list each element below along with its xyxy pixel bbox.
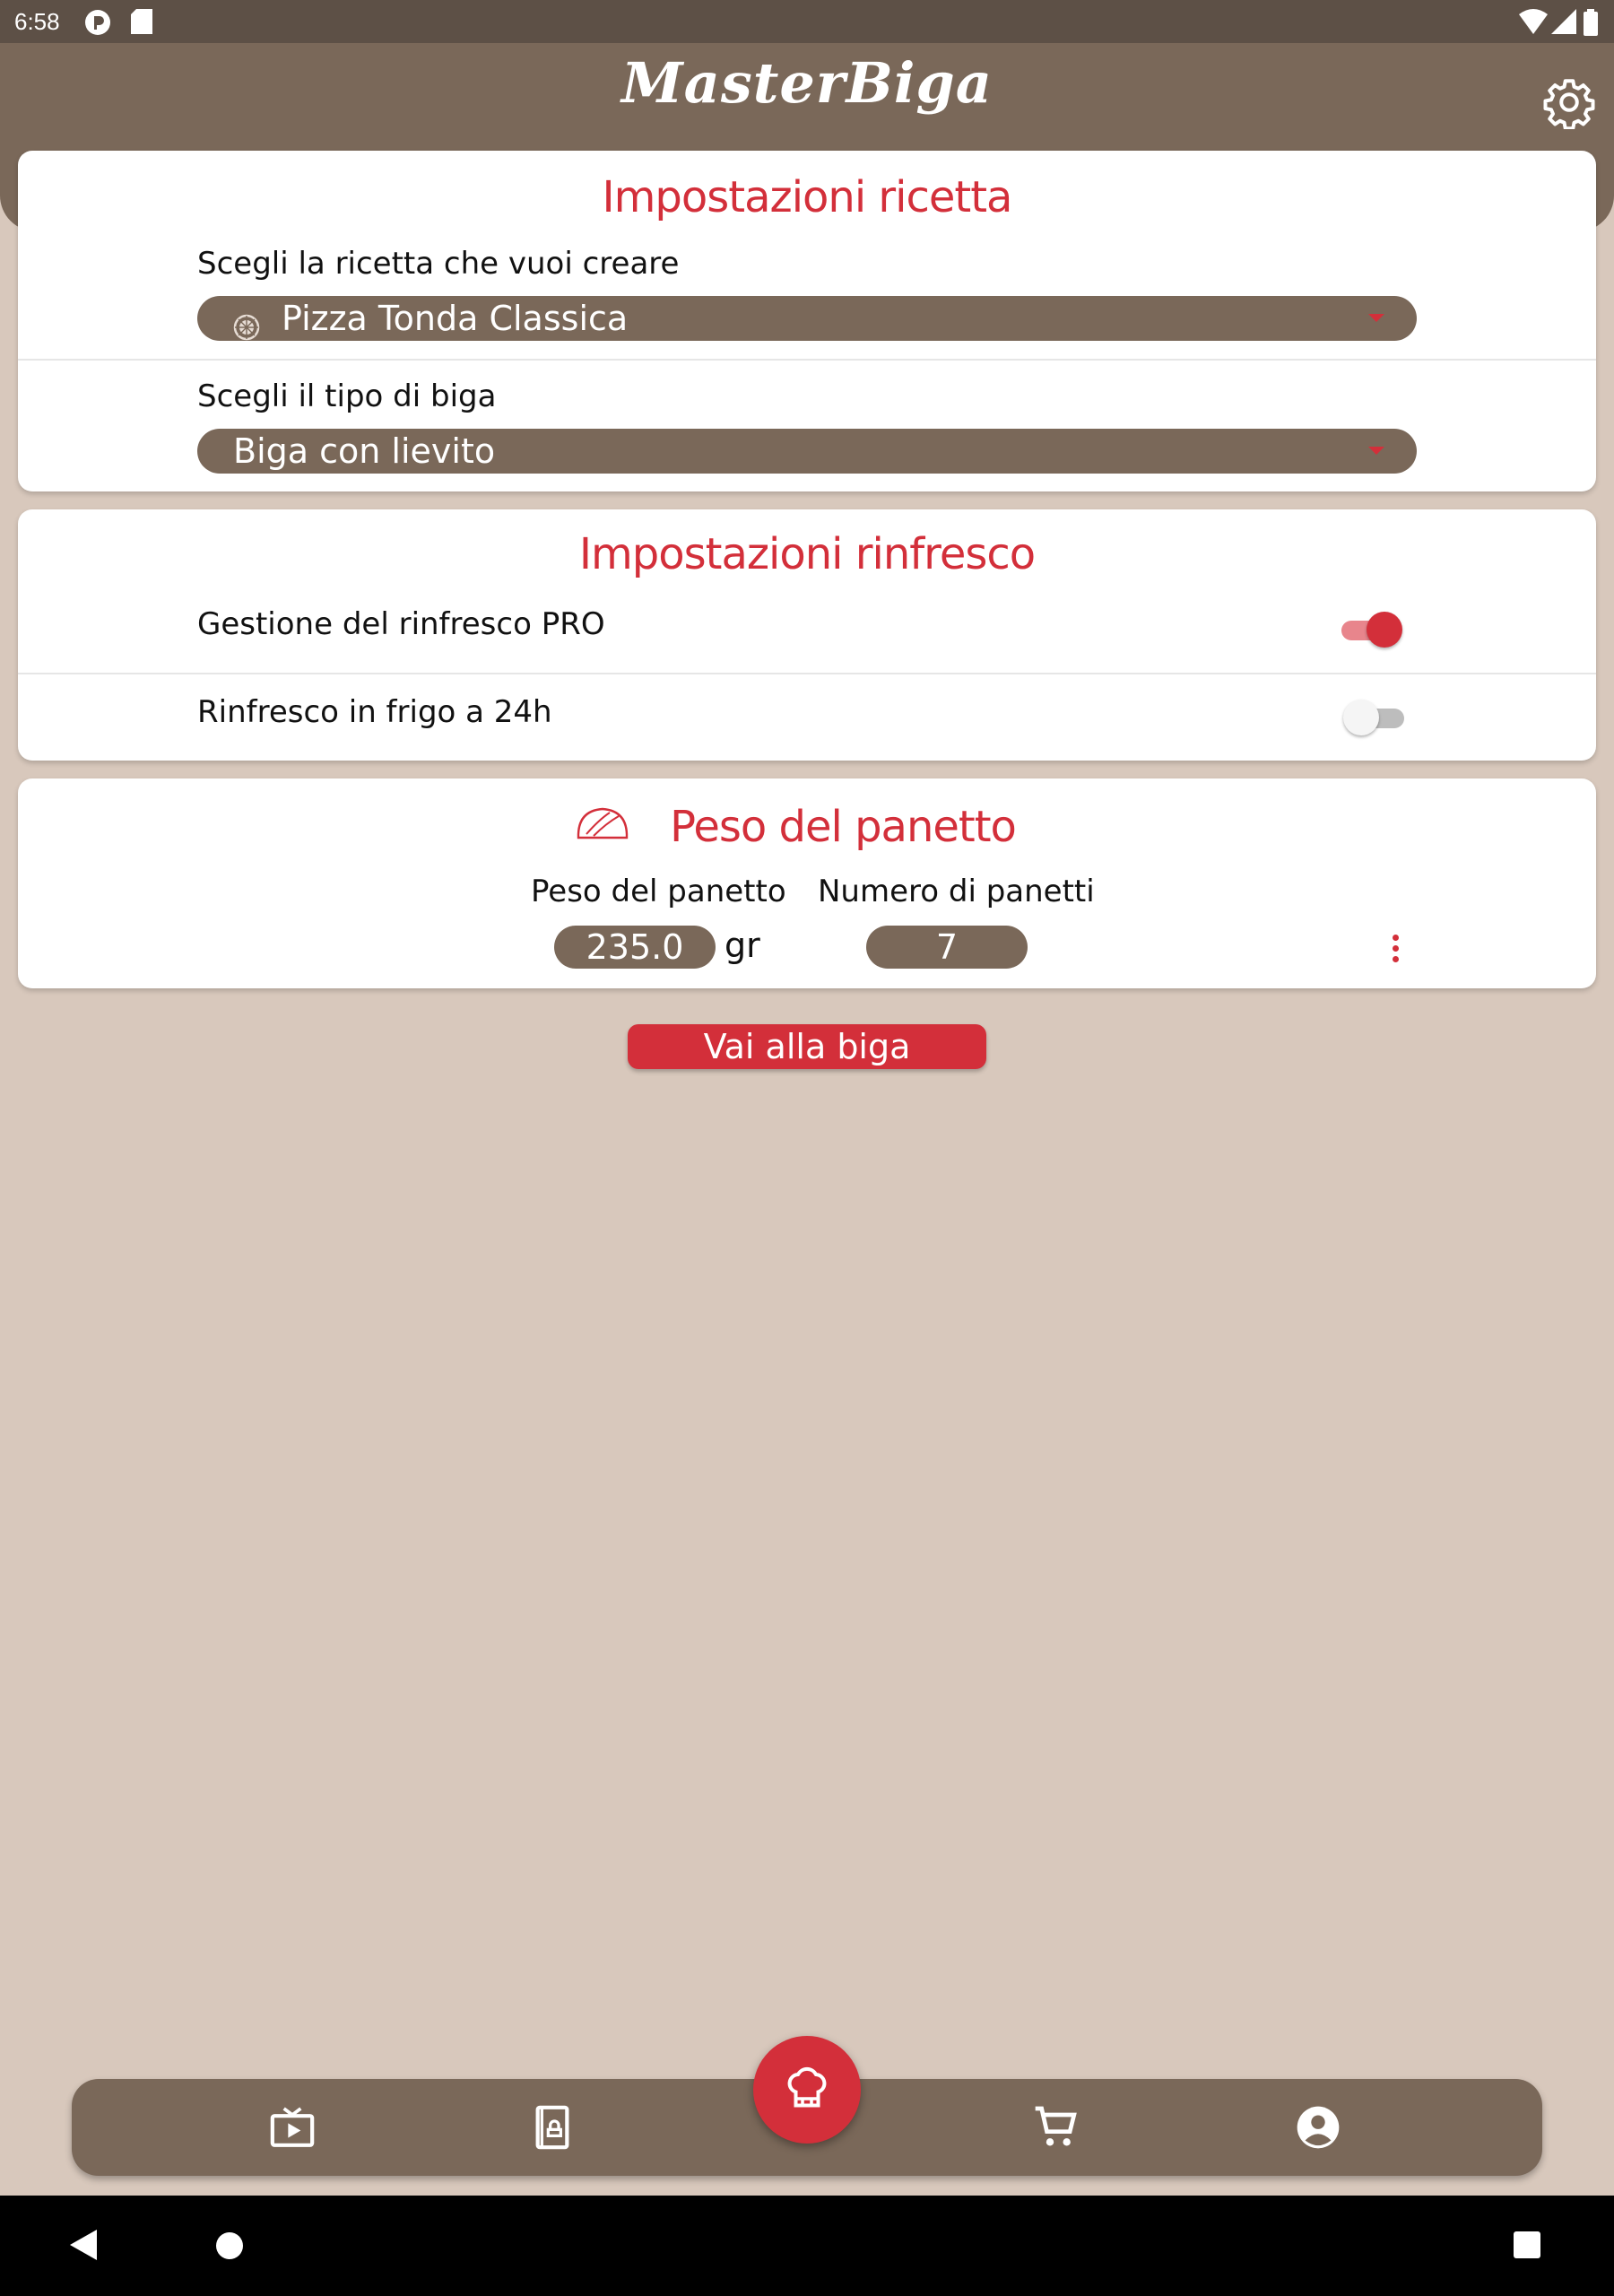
home-circle-icon xyxy=(215,2231,244,2260)
signal-icon xyxy=(1551,9,1576,40)
p-badge-icon xyxy=(84,9,111,42)
dot xyxy=(1393,945,1399,952)
toggle-thumb xyxy=(1367,612,1402,648)
pizza-icon xyxy=(233,307,260,334)
home-button[interactable] xyxy=(215,2231,244,2264)
recipes-tab[interactable] xyxy=(527,2102,577,2152)
status-bar xyxy=(0,0,1614,43)
battery-icon xyxy=(1584,9,1598,42)
dot xyxy=(1393,935,1399,941)
chef-hat-icon xyxy=(780,2063,834,2117)
pro-refresh-toggle[interactable] xyxy=(1336,612,1402,648)
recipe-settings-title: Impostazioni ricetta xyxy=(602,172,1012,222)
status-time: 6:58 xyxy=(14,8,60,35)
dough-weight-card xyxy=(18,778,1596,988)
weight-input[interactable]: 235.0 xyxy=(554,926,716,969)
settings-button[interactable] xyxy=(1542,75,1596,129)
biga-select[interactable] xyxy=(197,429,1417,474)
fridge-refresh-label: Rinfresco in frigo a 24h xyxy=(197,694,552,730)
cart-icon xyxy=(1031,2102,1081,2152)
account-tab[interactable] xyxy=(1293,2102,1343,2152)
refresh-settings-title: Impostazioni rinfresco xyxy=(578,529,1036,579)
fridge-refresh-toggle[interactable] xyxy=(1343,700,1410,735)
wifi-icon xyxy=(1519,9,1548,40)
recipe-select[interactable] xyxy=(197,296,1417,341)
app-title: MasterBiga xyxy=(621,50,993,116)
gear-icon xyxy=(1542,75,1596,129)
back-triangle-icon xyxy=(70,2230,99,2260)
recipe-select-value: Pizza Tonda Classica xyxy=(282,299,629,338)
biga-select-value: Biga con lievito xyxy=(233,431,496,471)
count-input[interactable]: 7 xyxy=(866,926,1028,969)
pro-refresh-label: Gestione del rinfresco PRO xyxy=(197,606,605,642)
recents-square-icon xyxy=(1514,2231,1540,2258)
back-button[interactable] xyxy=(70,2230,99,2264)
recipe-settings-card xyxy=(18,151,1596,491)
divider xyxy=(18,673,1596,674)
video-icon xyxy=(267,2102,317,2152)
account-icon xyxy=(1293,2102,1343,2152)
recipe-select-label: Scegli la ricetta che vuoi creare xyxy=(197,246,680,282)
video-tab[interactable] xyxy=(267,2102,317,2152)
sd-card-icon xyxy=(131,9,152,40)
chevron-down-icon xyxy=(1368,314,1384,322)
dot xyxy=(1393,956,1399,962)
chef-fab-button[interactable] xyxy=(753,2036,861,2144)
chevron-down-icon xyxy=(1368,447,1384,455)
toggle-thumb xyxy=(1343,700,1379,735)
more-options-button[interactable] xyxy=(1390,935,1401,967)
cart-tab[interactable] xyxy=(1031,2102,1081,2152)
system-nav-bar xyxy=(0,2196,1614,2296)
dough-weight-title: Peso del panetto xyxy=(670,802,1016,852)
recipe-book-icon xyxy=(527,2102,577,2152)
weight-unit: gr xyxy=(725,926,760,965)
divider xyxy=(18,359,1596,361)
refresh-settings-card xyxy=(18,509,1596,761)
recents-button[interactable] xyxy=(1514,2231,1540,2262)
count-label: Numero di panetti xyxy=(818,874,1095,909)
weight-label: Peso del panetto xyxy=(531,874,786,909)
go-to-biga-button[interactable]: Vai alla biga xyxy=(628,1024,986,1069)
biga-select-label: Scegli il tipo di biga xyxy=(197,378,497,414)
